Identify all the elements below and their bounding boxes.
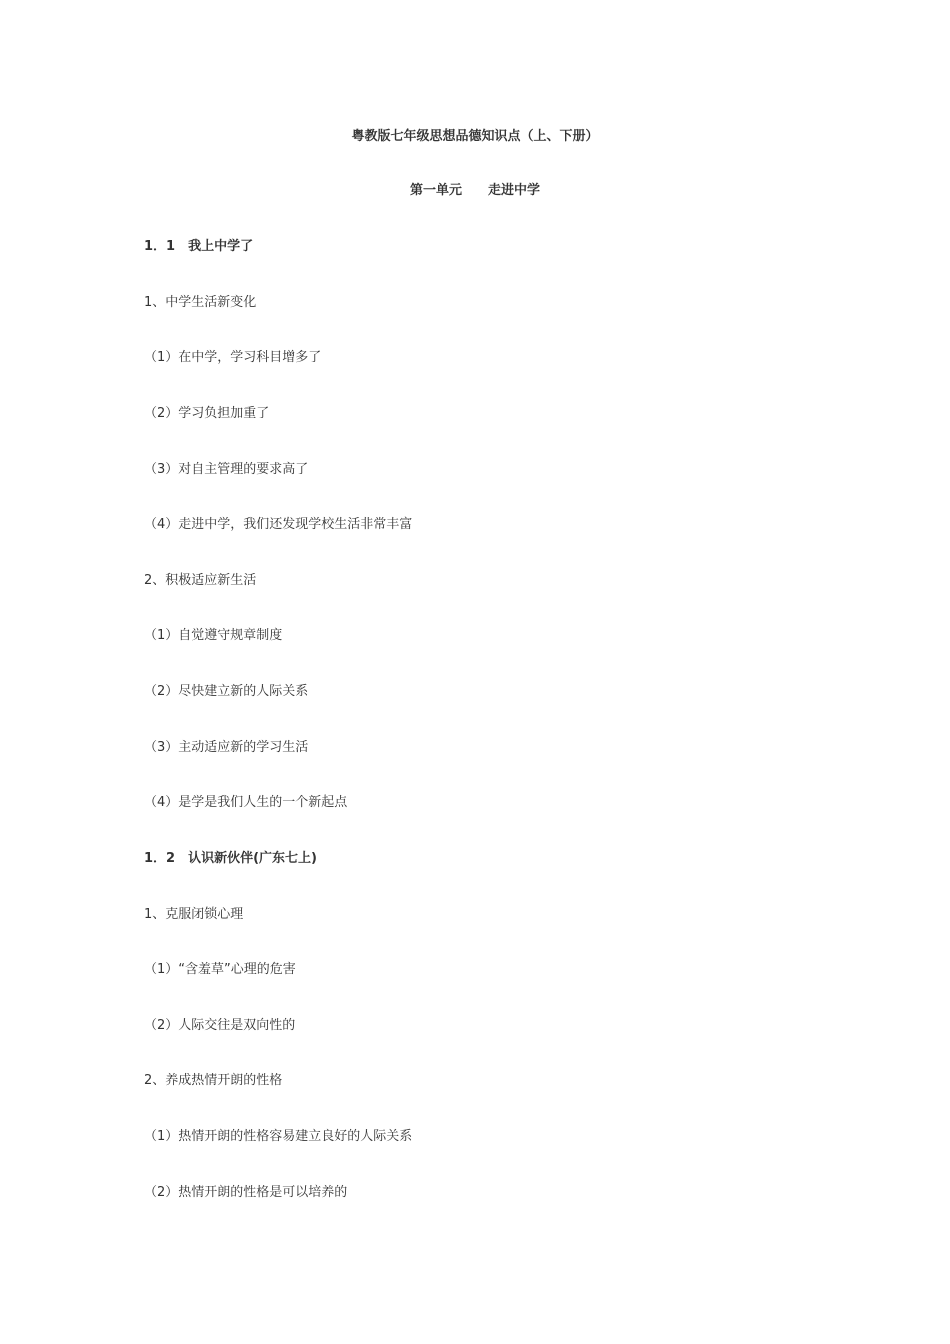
- list-item: （1）热情开朗的性格容易建立良好的人际关系: [144, 1129, 413, 1144]
- list-item: （2）学习负担加重了: [144, 406, 270, 421]
- subheading: 1、克服闭锁心理: [144, 907, 244, 922]
- section-heading: 1．1 我上中学了: [144, 239, 254, 254]
- list-item: （2）热情开朗的性格是可以培养的: [144, 1185, 348, 1200]
- subheading: 2、养成热情开朗的性格: [144, 1073, 283, 1088]
- list-item: （1）“含羞草”心理的危害: [144, 962, 296, 977]
- document-title: 粤教版七年级思想品德知识点（上、下册）: [351, 129, 599, 144]
- subheading: 1、中学生活新变化: [144, 295, 257, 310]
- list-item: （1）在中学，学习科目增多了: [144, 350, 322, 365]
- unit-heading: 第一单元 走进中学: [409, 183, 540, 198]
- list-item: （4）走进中学，我们还发现学校生活非常丰富: [144, 517, 413, 532]
- section-heading: 1．2 认识新伙伴(广东七上): [144, 851, 317, 866]
- list-item: （2）尽快建立新的人际关系: [144, 684, 309, 699]
- list-item: （3）主动适应新的学习生活: [144, 740, 309, 755]
- list-item: （1）自觉遵守规章制度: [144, 628, 283, 643]
- list-item: （2）人际交往是双向性的: [144, 1018, 296, 1033]
- list-item: （3）对自主管理的要求高了: [144, 462, 309, 477]
- subheading: 2、积极适应新生活: [144, 573, 257, 588]
- list-item: （4）是学是我们人生的一个新起点: [144, 795, 348, 810]
